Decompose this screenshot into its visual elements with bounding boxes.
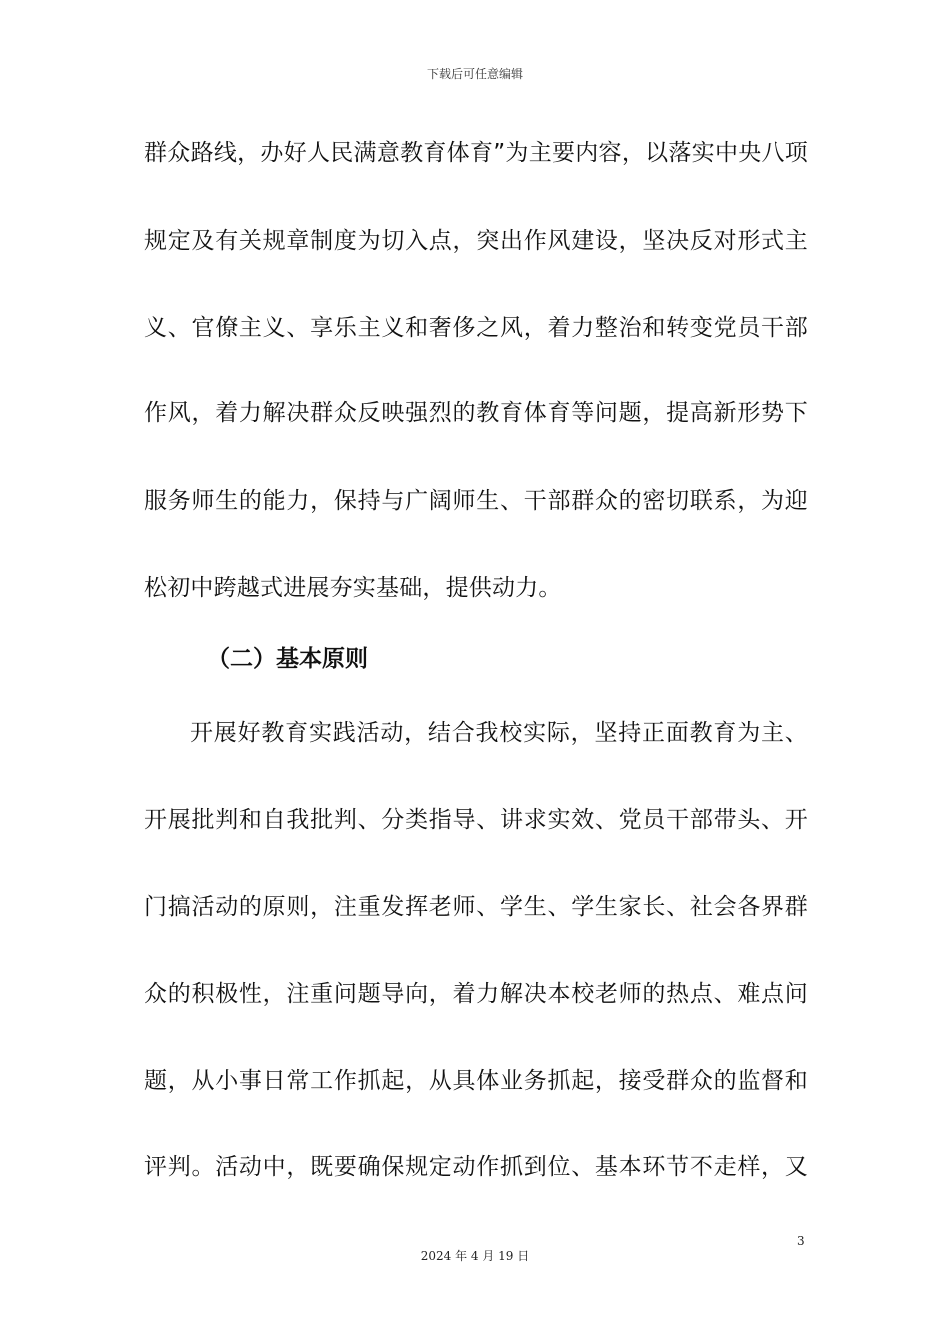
paragraph-1-line-4: 作风，着力解决群众反映强烈的教育体育等问题，提高新形势下	[144, 400, 808, 426]
paragraph-2-line-6: 评判。活动中，既要确保规定动作抓到位、基本环节不走样，又	[144, 1154, 808, 1180]
paragraph-2-line-2: 开展批判和自我批判、分类指导、讲求实效、党员干部带头、开	[144, 807, 808, 833]
paragraph-2-line-3: 门搞活动的原则，注重发挥老师、学生、学生家长、社会各界群	[144, 894, 808, 920]
paragraph-2-line-1: 开展好教育实践活动，结合我校实际，坚持正面教育为主、	[190, 720, 808, 746]
paragraph-1-line-6: 松初中跨越式进展夯实基础，提供动力。	[144, 575, 562, 601]
paragraph-1-line-2: 规定及有关规章制度为切入点，突出作风建设，坚决反对形式主	[144, 228, 808, 254]
paragraph-2-line-4: 众的积极性，注重问题导向，着力解决本校老师的热点、难点问	[144, 981, 808, 1007]
paragraph-2-line-5: 题，从小事日常工作抓起，从具体业务抓起，接受群众的监督和	[144, 1068, 808, 1094]
paragraph-1-line-3: 义、官僚主义、享乐主义和奢侈之风，着力整治和转变党员干部	[144, 315, 808, 341]
page-header-note: 下载后可任意编辑	[426, 67, 523, 81]
section-heading-basic-principles: （二）基本原则	[207, 646, 368, 672]
page-number: 3	[797, 1234, 805, 1248]
paragraph-1-line-1: 群众路线，办好人民满意教育体育”为主要内容，以落实中央八项	[144, 140, 808, 166]
footer-date: 2024 年 4 月 19 日	[420, 1249, 530, 1263]
paragraph-1-line-5: 服务师生的能力，保持与广阔师生、干部群众的密切联系，为迎	[144, 488, 808, 514]
